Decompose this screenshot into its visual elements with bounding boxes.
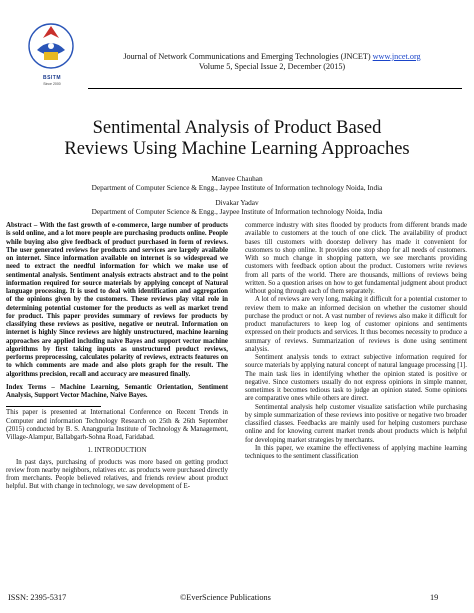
logo-year: Since 2000 [43,82,61,86]
journal-line [82,52,462,62]
journal-logo [24,16,78,72]
publisher: ©EverScience Publications [180,593,271,602]
page-number: 19 [430,593,439,602]
volume-line: Volume 5, Special Issue 2, December (2015) [198,62,346,71]
right-column [245,222,467,461]
header-rule [88,88,462,89]
index-terms: Index Terms – Machine Learning, Semantic Orientation, Sentiment Analysis, Support Vector Machine, Naive Bayes. [6,383,228,399]
issn: ISSN: 2395-5317 [8,593,67,602]
left-column [6,222,228,492]
title-line: Sentimental Analysis of Product Based [92,118,382,138]
intro-paragraph: In past days, purchasing of products was more based on getting product review from nearby neighbors, relatives etc. as products were purchased directly from merchants. People believed relatives, and friends review about product helpful. But with change in technology, we saw development of E- [6,458,228,491]
conference-note: This paper is presented at International Conference on Recent Trends in Computer and information Technology Research on 25th & 26th September (2015) conducted by B. S. Anangpuria Institute of Technology & Management, Village-Alampur, Ballabgarh-Sohna Road, Faridabad. [6,409,228,441]
journal-url-link[interactable]: www.jncet.org [372,52,421,61]
body-paragraph: Sentiment analysis tends to extract subjective information required for source materials by applying natural concept of natural language processing [1]. The main task lies in identifying whether the opinion stated is positive or negative. Since customers usually do not express opinions in simple manner, sometimes it becomes tedious task to judge an opinion stated. Some opinions are comparative ones while others are direct. [245,354,467,403]
author-name: Divakar Yadav [215,198,259,207]
body-paragraph: A lot of reviews are very long, making it difficult for a potential customer to review them to make an informed decision on whether the customer should purchase the product or not. A vast number of reviews also make it difficult for product manufacturers to keep log of customer opinions and sentiments expressed on their products and services. It thus becomes necessity to produce a summary of reviews. Summarization of reviews is done using sentiment analysis. [245,296,467,353]
footnote-rule [6,406,101,407]
abstract: Abstract – With the fast growth of e-commerce, large number of products is sold online, and a lot more people are purchasing products online. People while buying also give feedback of product purchased in form of reviews. The user generated reviews for products and services are largely available on internet. Since information available on internet is so widespread we need to extract the needful information for which we make use of sentimental analysis. Sentiment analysis extracts abstract and to the point information required for source materials by applying concept of Natural language processing. It is used to deal with identification and aggregation of the opinions given by the customers. These reviews play vital role in determining potential customer for the products as well as market trend for product. This paper provides summary of reviews for products by classifying these reviews as positive, negative or neutral. Information on internet is highly Since reviews are highly unstructured, machine learning approaches are applied including naive Bayes and support vector machine algorithms by first taking inputs as unstructured product reviews, performs preprocessing, calculates polarity of reviews, extracts features on to which comments are made and also plots graph for the result. The algorithms precision, recall and accuracy are measured finally. [6,222,228,378]
title-line: Reviews Using Machine Learning Approaches [64,139,410,159]
author-name: Manvee Chauhan [211,174,263,183]
body-paragraph: Sentimental analysis help customer visualize satisfaction while purchasing by simple summarization of these reviews into positive or negative two broader classified classes. Feedbacks are mainly used for helping customers purchase online and for knowing current market trends about products which is helpful for developing market strategies by merchants. [245,403,467,444]
paper-title [0,118,474,160]
logo-name: BSITM [42,75,62,81]
author-affiliation: Department of Computer Science & Engg., Jaypee Institute of Information technology Noida, India [91,183,383,192]
body-paragraph: commerce industry with sites flooded by products from different brands made available to customers at the touch of one click. The availability of product bases till customers with doorstep delivery has made it convenient for customers to shop online. It provides one stop shop for all needs of customers. With so much change in shopping pattern, we see merchants providing customers with feedback option about the product. Customers write reviews from all parts of the world. There are thousands, millions of reviews being written. So a question arises on how to get fundamental judgment about product without going through each of them separately. [245,222,467,295]
journal-name: Journal of Network Communications and Emerging Technologies (JNCET) [123,52,371,61]
section-heading: 1. INTRODUCTION [87,447,147,455]
author-affiliation: Department of Computer Science & Engg., Jaypee Institute of Information technology Noida, India [91,207,383,216]
body-paragraph: In this paper, we examine the effectiveness of applying machine learning techniques to the sentiment classification [245,444,467,460]
